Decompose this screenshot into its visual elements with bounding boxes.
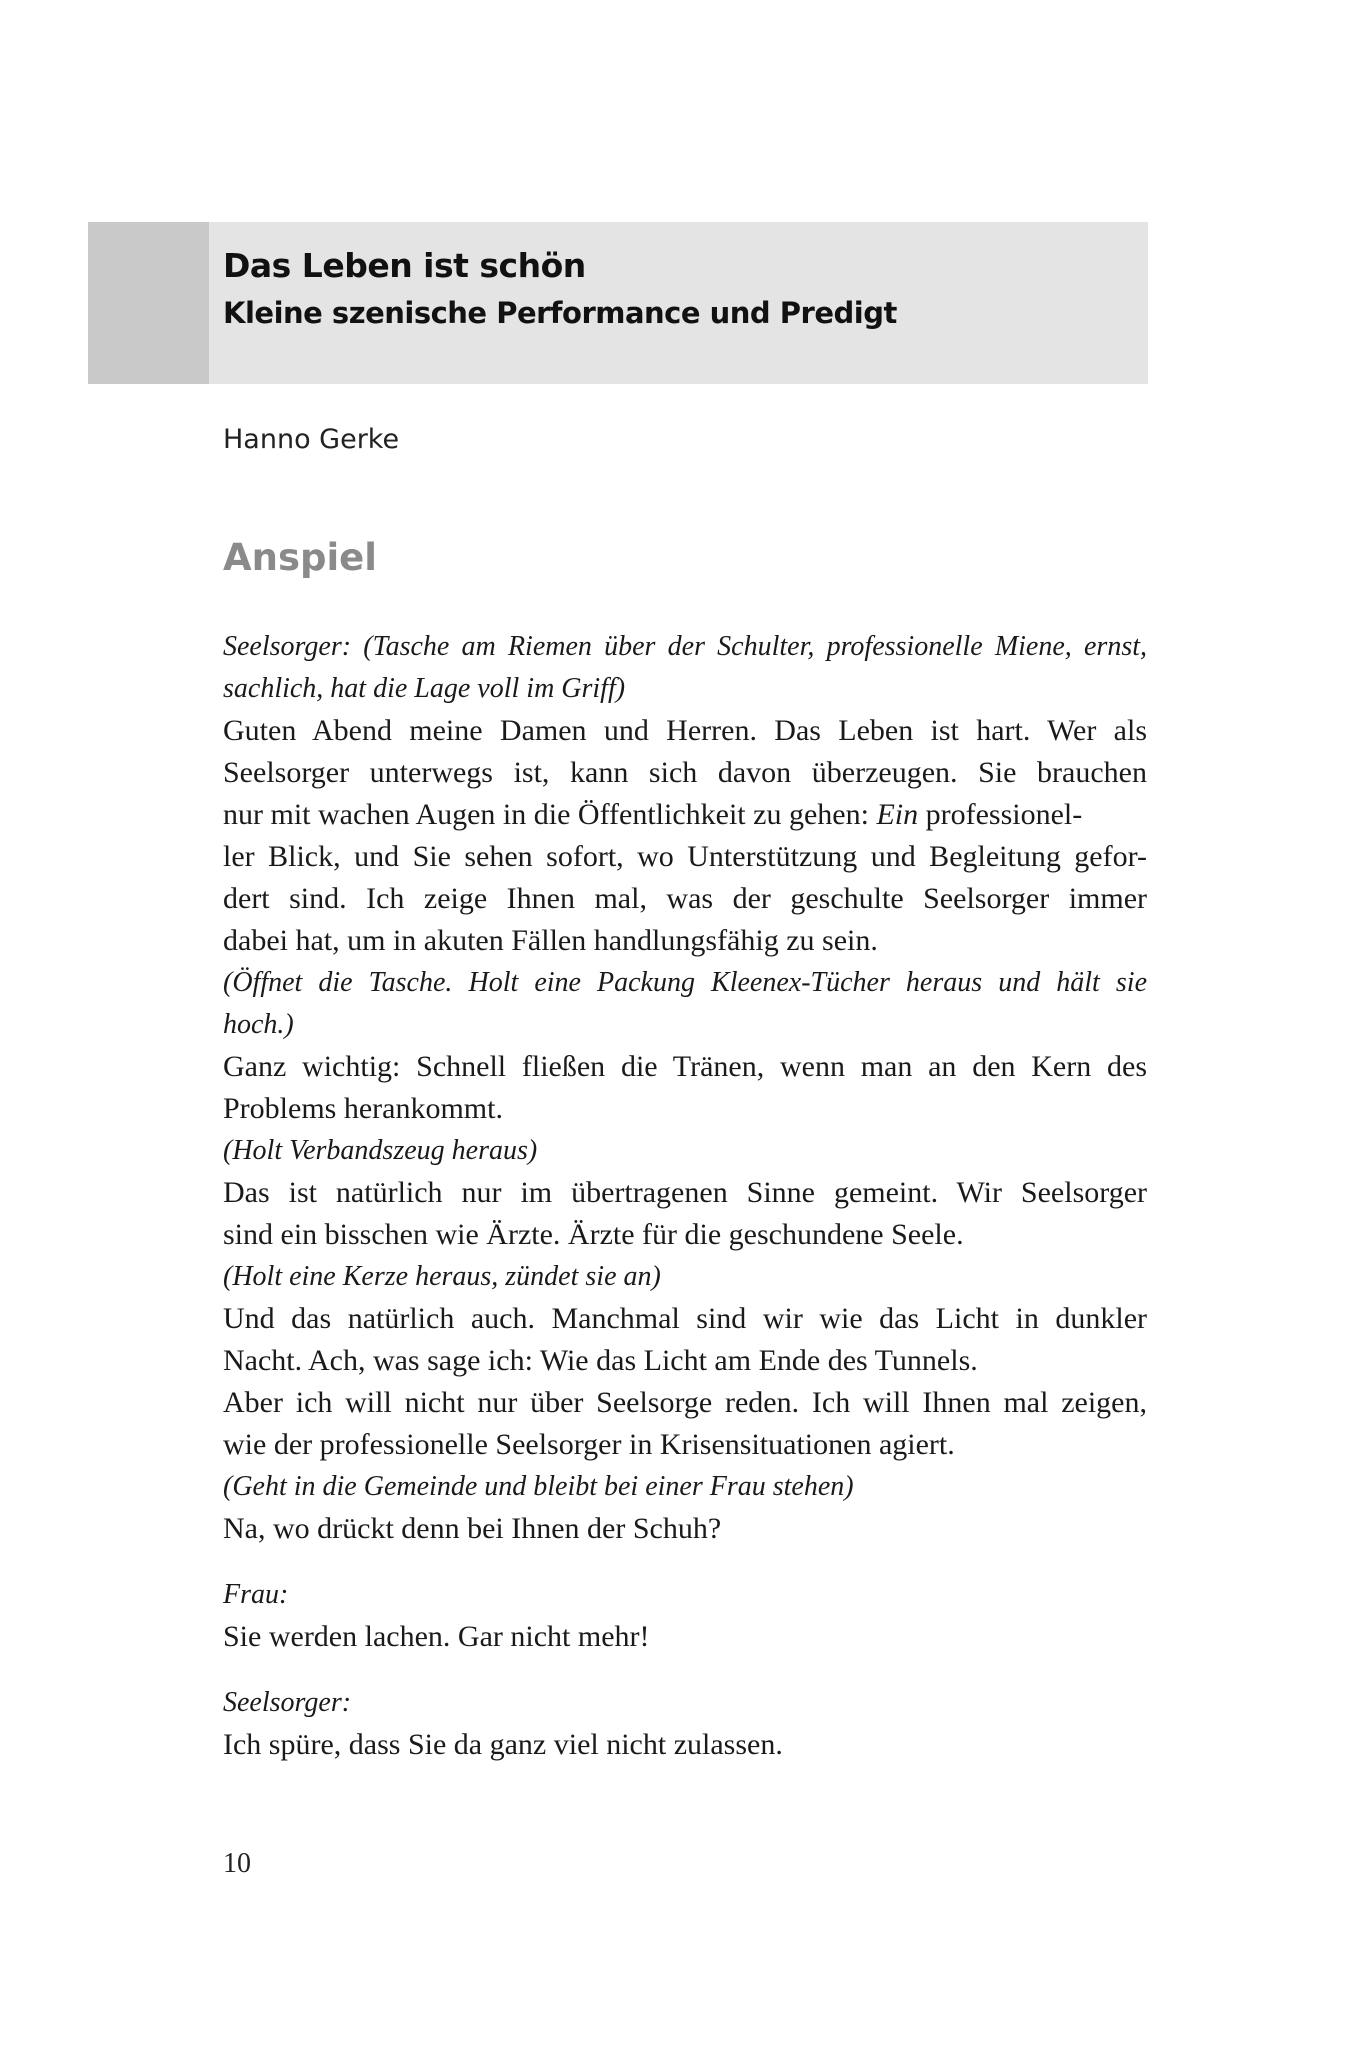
- stage-direction: (Holt eine Kerze heraus, zündet sie an): [223, 1261, 661, 1292]
- dialogue-segment: professionel-: [925, 798, 1083, 831]
- stage-direction: (Geht in die Gemeinde und bleibt bei einer Frau stehen): [223, 1471, 854, 1502]
- dialogue-line: Nacht. Ach, was sage ich: Wie das Licht am Ende des Tunnels.: [223, 1344, 978, 1377]
- stage-direction: hoch.): [223, 1009, 294, 1040]
- author-name: Hanno Gerke: [223, 424, 400, 455]
- dialogue-line: dert sind. Ich zeige Ihnen mal, was der geschulte Seelsorger immer: [223, 882, 1147, 915]
- stage-direction: (Holt Verbandszeug heraus): [223, 1135, 538, 1166]
- dialogue-segment: nur mit wachen Augen in die Öffentlichkeit zu gehen:: [223, 798, 869, 831]
- dialogue-line: Problems herankommt.: [223, 1092, 503, 1125]
- dialogue-line: Das ist natürlich nur im übertragenen Sinne gemeint. Wir Seelsorger: [223, 1176, 1147, 1209]
- dialogue-line: Sie werden lachen. Gar nicht mehr!: [223, 1620, 650, 1653]
- section-heading: Anspiel: [223, 536, 377, 579]
- dialogue-line: Und das natürlich auch. Manchmal sind wir wie das Licht in dunkler: [223, 1302, 1147, 1335]
- emphasis-word: Ein: [876, 798, 919, 831]
- page-number: 10: [223, 1848, 251, 1879]
- play-text: [223, 626, 1147, 1766]
- dialogue-line: ler Blick, und Sie sehen sofort, wo Unterstützung und Begleitung gefor-: [223, 840, 1147, 873]
- paragraph-gap: [223, 1658, 1147, 1682]
- dialogue-line: Guten Abend meine Damen und Herren. Das Leben ist hart. Wer als: [223, 714, 1147, 747]
- speaker-label: Seelsorger:: [223, 1687, 352, 1718]
- stage-direction: Seelsorger: (Tasche am Riemen über der Schulter, professionelle Miene, ernst,: [223, 631, 1147, 662]
- dialogue-line: sind ein bisschen wie Ärzte. Ärzte für die geschundene Seele.: [223, 1218, 964, 1251]
- stage-direction: sachlich, hat die Lage voll im Griff): [223, 673, 626, 704]
- page-title: Das Leben ist schön: [223, 246, 586, 285]
- dialogue-line: dabei hat, um in akuten Fällen handlungsfähig zu sein.: [223, 924, 878, 957]
- paragraph-gap: [223, 1550, 1147, 1574]
- dialogue-line: [223, 794, 1147, 836]
- dialogue-line: Seelsorger unterwegs ist, kann sich davon überzeugen. Sie brauchen: [223, 756, 1147, 789]
- dialogue-line: Aber ich will nicht nur über Seelsorge reden. Ich will Ihnen mal zeigen,: [223, 1386, 1147, 1419]
- dialogue-line: Ganz wichtig: Schnell fließen die Tränen, wenn man an den Kern des: [223, 1050, 1147, 1083]
- title-banner-accent: [88, 222, 209, 384]
- dialogue-line: wie der professionelle Seelsorger in Krisensituationen agiert.: [223, 1428, 955, 1461]
- dialogue-line: Na, wo drückt denn bei Ihnen der Schuh?: [223, 1512, 722, 1545]
- speaker-label: Frau:: [223, 1579, 289, 1610]
- page-subtitle: Kleine szenische Performance und Predigt: [223, 296, 897, 330]
- dialogue-line: Ich spüre, dass Sie da ganz viel nicht zulassen.: [223, 1728, 783, 1761]
- stage-direction: (Öffnet die Tasche. Holt eine Packung Kleenex-Tücher heraus und hält sie: [223, 967, 1147, 998]
